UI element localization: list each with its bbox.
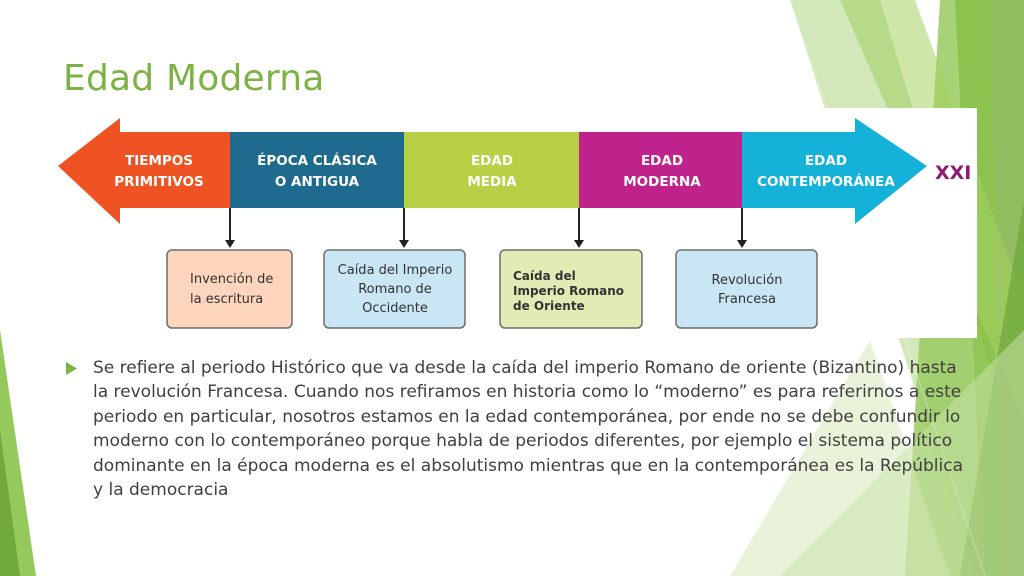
segment-label-line1: TIEMPOS <box>125 153 193 169</box>
event-label-line: Imperio Romano <box>513 284 625 298</box>
segment-label-line2: PRIMITIVOS <box>114 174 204 190</box>
timeline-segment-epoca-clasica <box>230 132 404 208</box>
event-label-line: Francesa <box>718 292 776 307</box>
event-label-line: Revolución <box>711 273 783 288</box>
event-label-line: Invención de <box>190 272 274 287</box>
segment-label-line2: O ANTIGUA <box>274 174 360 190</box>
description-bullet <box>66 356 966 502</box>
timeline-svg <box>55 108 977 338</box>
timeline-diagram <box>55 108 977 338</box>
segment-label-line2: CONTEMPORÁNEA <box>757 174 895 190</box>
timeline-segment-edad-contemporanea <box>742 118 927 224</box>
segment-label-line1: EDAD <box>804 153 848 169</box>
slide-title: Edad Moderna <box>63 58 325 99</box>
timeline-segment-tiempos-primitivos <box>58 118 230 224</box>
segment-label-line2: MODERNA <box>623 174 701 190</box>
event-label-line: Caída del <box>513 269 576 283</box>
segment-label-line2: MEDIA <box>467 174 517 190</box>
event-label-line: Romano de <box>358 282 432 297</box>
event-connectors <box>225 208 747 248</box>
event-label-line: la escritura <box>190 292 264 307</box>
event-box-invencion-escritura <box>167 250 292 328</box>
event-label-line: de Oriente <box>513 299 585 313</box>
timeline-segment-edad-moderna <box>579 132 742 208</box>
description-text: Se refiere al periodo Histórico que va desde la caída del imperio Romano de oriente (Bizantino) hasta la revolución Francesa. Cuando nos refiramos en historia como lo “moderno” es para referirnos a este periodo en particular, nosotros estamos en la edad contemporánea, por ende no se debe confundir lo moderno con lo contemporáneo porque habla de periodos diferentes, por ejemplo el sistema político dominante en la época moderna es el absolutismo mientras que en la contemporánea es la República y la democracia <box>93 358 964 501</box>
event-label-line: Caída del Imperio <box>337 263 453 278</box>
bullet-arrow-icon <box>66 362 77 375</box>
segment-label-line1: ÉPOCA CLÁSICA <box>257 153 377 169</box>
event-box-revolucion-francesa <box>676 250 817 328</box>
timeline-segment-edad-media <box>404 132 579 208</box>
event-label-line: Occidente <box>362 301 428 316</box>
segment-label-line1: EDAD <box>470 153 514 169</box>
century-label-xxi: XXI <box>935 162 972 184</box>
segment-label-line1: EDAD <box>640 153 684 169</box>
